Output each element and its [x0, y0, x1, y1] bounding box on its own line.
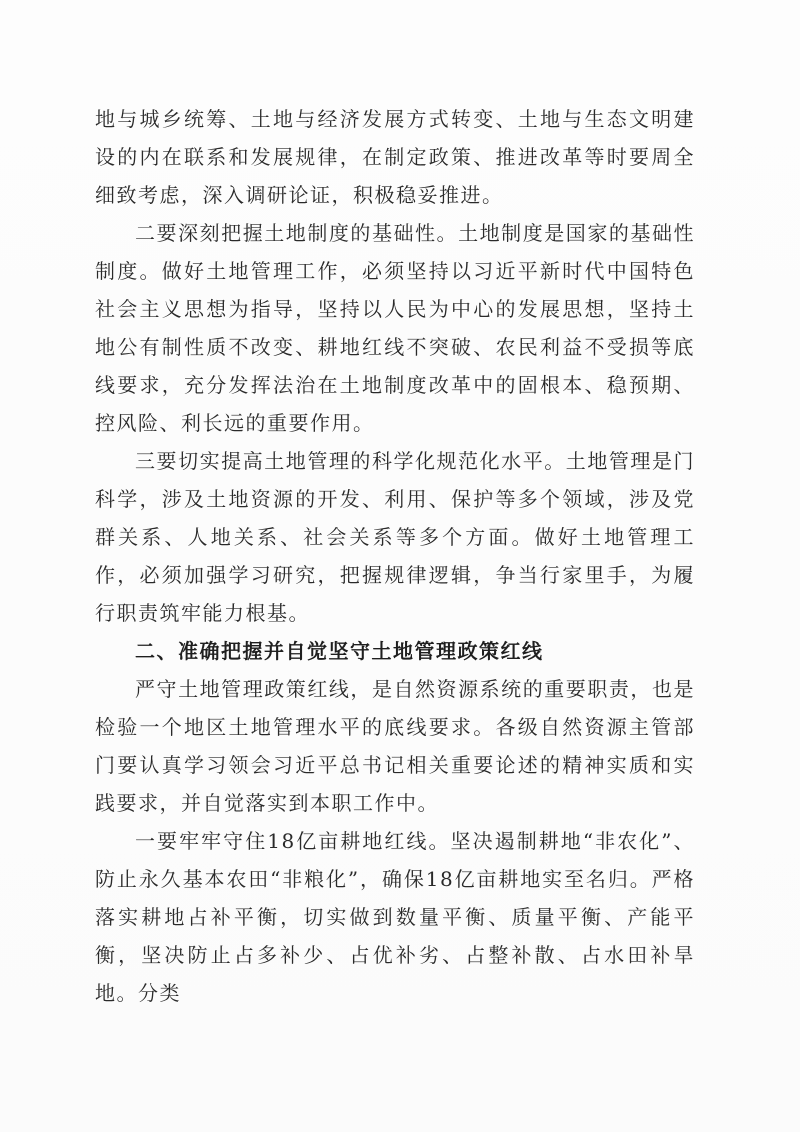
paragraph-land-system-foundation: 二要深刻把握土地制度的基础性。土地制度是国家的基础性制度。做好土地管理工作，必须坚持以习近平新时代中国特色社会主义思想为指导，坚持以人民为中心的发展思想，坚持土地公有制性质不改变、耕地红线不突破、农民利益不受损等底线要求，充分发挥法治在土地制度改革中的固根本、稳预期、控风险、利长远的重要作用。: [95, 221, 695, 435]
document-body: [95, 100, 695, 1012]
paragraph-land-management-standardization: 三要切实提高土地管理的科学化规范化水平。土地管理是门科学，涉及土地资源的开发、利用、保护等多个领域，涉及党群关系、人地关系、社会关系等多个方面。做好土地管理工作，必须加强学习研究，把握规律逻辑，争当行家里手，为履行职责筑牢能力根基。: [95, 449, 695, 625]
paragraph-farmland-redline: 一要牢牢守住18亿亩耕地红线。坚决遏制耕地“非农化”、防止永久基本农田“非粮化”，确保18亿亩耕地实至名归。严格落实耕地占补平衡，切实做到数量平衡、质量平衡、产能平衡，坚决防止占多补少、占优补劣、占整补散、占水田补旱地。分类: [95, 829, 695, 1005]
section-heading-policy-redline: 二、准确把握并自觉坚守土地管理政策红线: [135, 639, 544, 663]
paragraph-policy-redline-intro: 严守土地管理政策红线，是自然资源系统的重要职责，也是检验一个地区土地管理水平的底线要求。各级自然资源主管部门要认真学习领会习近平总书记相关重要论述的精神实质和实践要求，并自觉落实到本职工作中。: [95, 677, 695, 815]
paragraph-continuation: 地与城乡统筹、土地与经济发展方式转变、土地与生态文明建设的内在联系和发展规律，在制定政策、推进改革等时要周全细致考虑，深入调研论证，积极稳妥推进。: [95, 107, 695, 207]
